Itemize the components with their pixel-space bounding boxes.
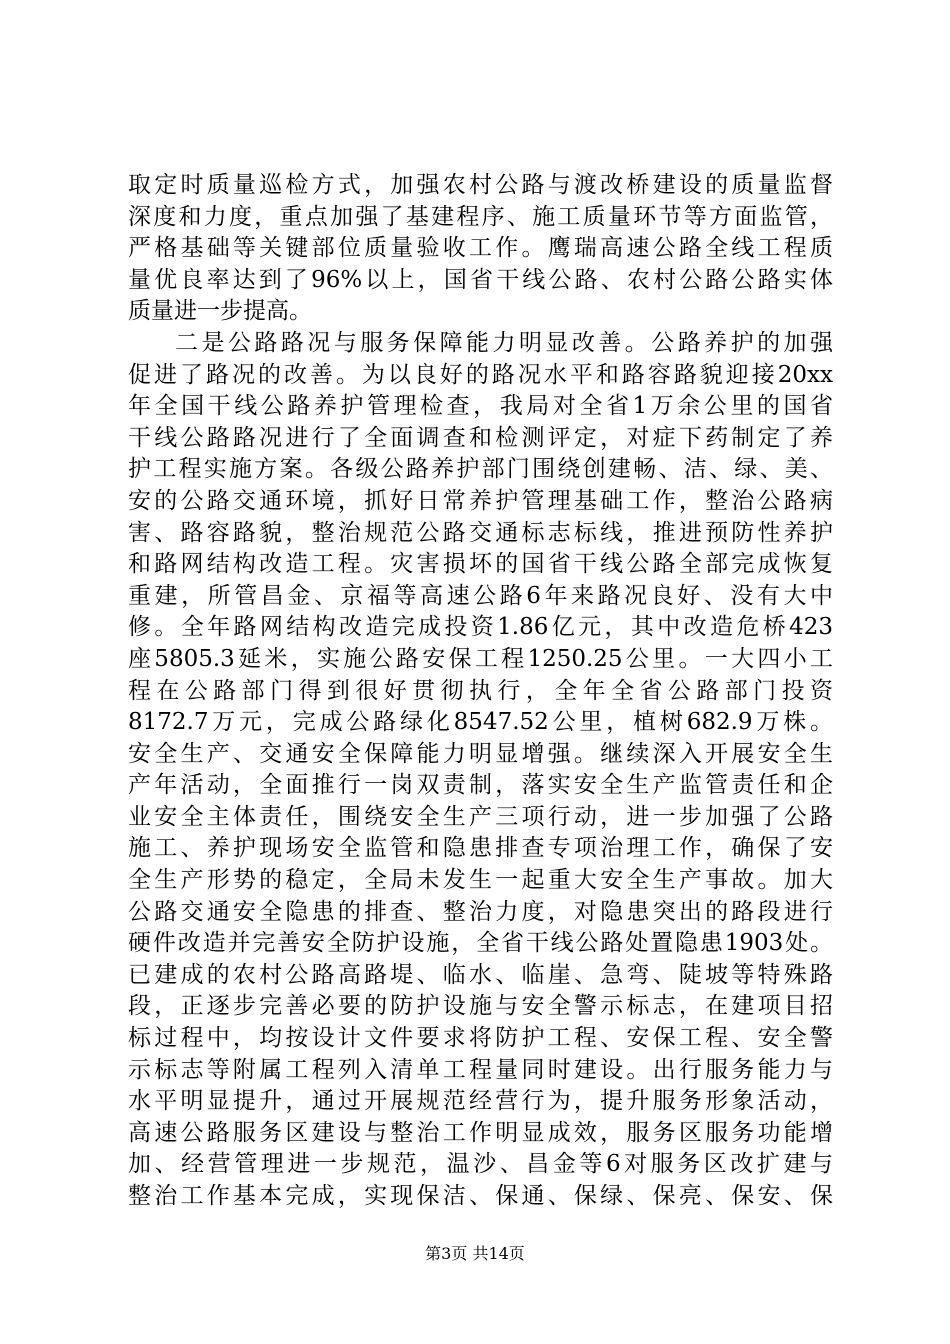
text-line: 公路交通安全隐患的排查、整治力度，对隐患突出的路段进行	[128, 898, 833, 925]
text-line: 二是公路路况与服务保障能力明显改善。公路养护的加强	[175, 329, 833, 356]
text-line: 产年活动，全面推行一岗双责制，落实安全生产监管责任和企	[128, 772, 833, 799]
text-line: 8172.7万元，完成公路绿化8547.52公里，植树682.9万株。	[128, 709, 833, 736]
text-line: 示标志等附属工程列入清单工程量同时建设。出行服务能力与	[128, 1056, 833, 1083]
text-line: 加、经营管理进一步规范，温沙、昌金等6对服务区改扩建与	[128, 1151, 833, 1178]
text-line: 安的公路交通环境，抓好日常养护管理基础工作，整治公路病	[128, 487, 833, 514]
text-line: 重建，所管昌金、京福等高速公路6年来路况良好、没有大中	[128, 582, 833, 609]
text-line: 促进了路况的改善。为以良好的路况水平和路容路貌迎接20xx	[128, 361, 833, 388]
text-line: 质量进一步提高。	[128, 298, 312, 325]
text-line: 程在公路部门得到很好贯彻执行，全年全省公路部门投资	[128, 677, 833, 704]
text-line: 全生产形势的稳定，全局未发生一起重大安全生产事故。加大	[128, 867, 833, 894]
text-line: 安全生产、交通安全保障能力明显增强。继续深入开展安全生	[128, 740, 833, 767]
text-line: 水平明显提升，通过开展规范经营行为，提升服务形象活动，	[128, 1088, 833, 1115]
text-line: 年全国干线公路养护管理检查，我局对全省1万余公里的国省	[128, 393, 833, 420]
text-line: 护工程实施方案。各级公路养护部门围绕创建畅、洁、绿、美、	[128, 456, 833, 483]
text-line: 取定时质量巡检方式，加强农村公路与渡改桥建设的质量监督	[128, 172, 833, 198]
text-line: 段，正逐步完善必要的防护设施与安全警示标志，在建项目招	[128, 993, 833, 1020]
text-line: 害、路容路貌，整治规范公路交通标志标线，推进预防性养护	[128, 519, 833, 546]
text-line: 干线公路路况进行了全面调查和检测评定，对症下药制定了养	[128, 424, 833, 451]
text-line: 修。全年路网结构改造完成投资1.86亿元，其中改造危桥423	[128, 614, 833, 641]
text-line: 施工、养护现场安全监管和隐患排查专项治理工作，确保了安	[128, 835, 833, 862]
text-line: 严格基础等关键部位质量验收工作。鹰瑞高速公路全线工程质	[128, 235, 833, 262]
document-body	[128, 170, 833, 1213]
text-line: 已建成的农村公路高路堤、临水、临崖、急弯、陡坡等特殊路	[128, 961, 833, 988]
text-line: 和路网结构改造工程。灾害损坏的国省干线公路全部完成恢复	[128, 551, 833, 578]
text-line: 整治工作基本完成，实现保洁、保通、保绿、保亮、保安、保	[128, 1183, 833, 1209]
text-line: 标过程中，均按设计文件要求将防护工程、安保工程、安全警	[128, 1025, 833, 1052]
text-line: 量优良率达到了96%以上，国省干线公路、农村公路公路实体	[128, 266, 833, 293]
text-line: 业安全主体责任，围绕安全生产三项行动，进一步加强了公路	[128, 803, 833, 830]
text-line: 高速公路服务区建设与整治工作明显成效，服务区服务功能增	[128, 1119, 833, 1146]
page-footer: 第3页 共14页	[425, 1244, 525, 1263]
text-line: 深度和力度，重点加强了基建程序、施工质量环节等方面监管，	[128, 203, 833, 230]
text-line: 座5805.3延米，实施公路安保工程1250.25公里。一大四小工	[128, 645, 833, 672]
text-line: 硬件改造并完善安全防护设施，全省干线公路处置隐患1903处。	[128, 930, 833, 957]
